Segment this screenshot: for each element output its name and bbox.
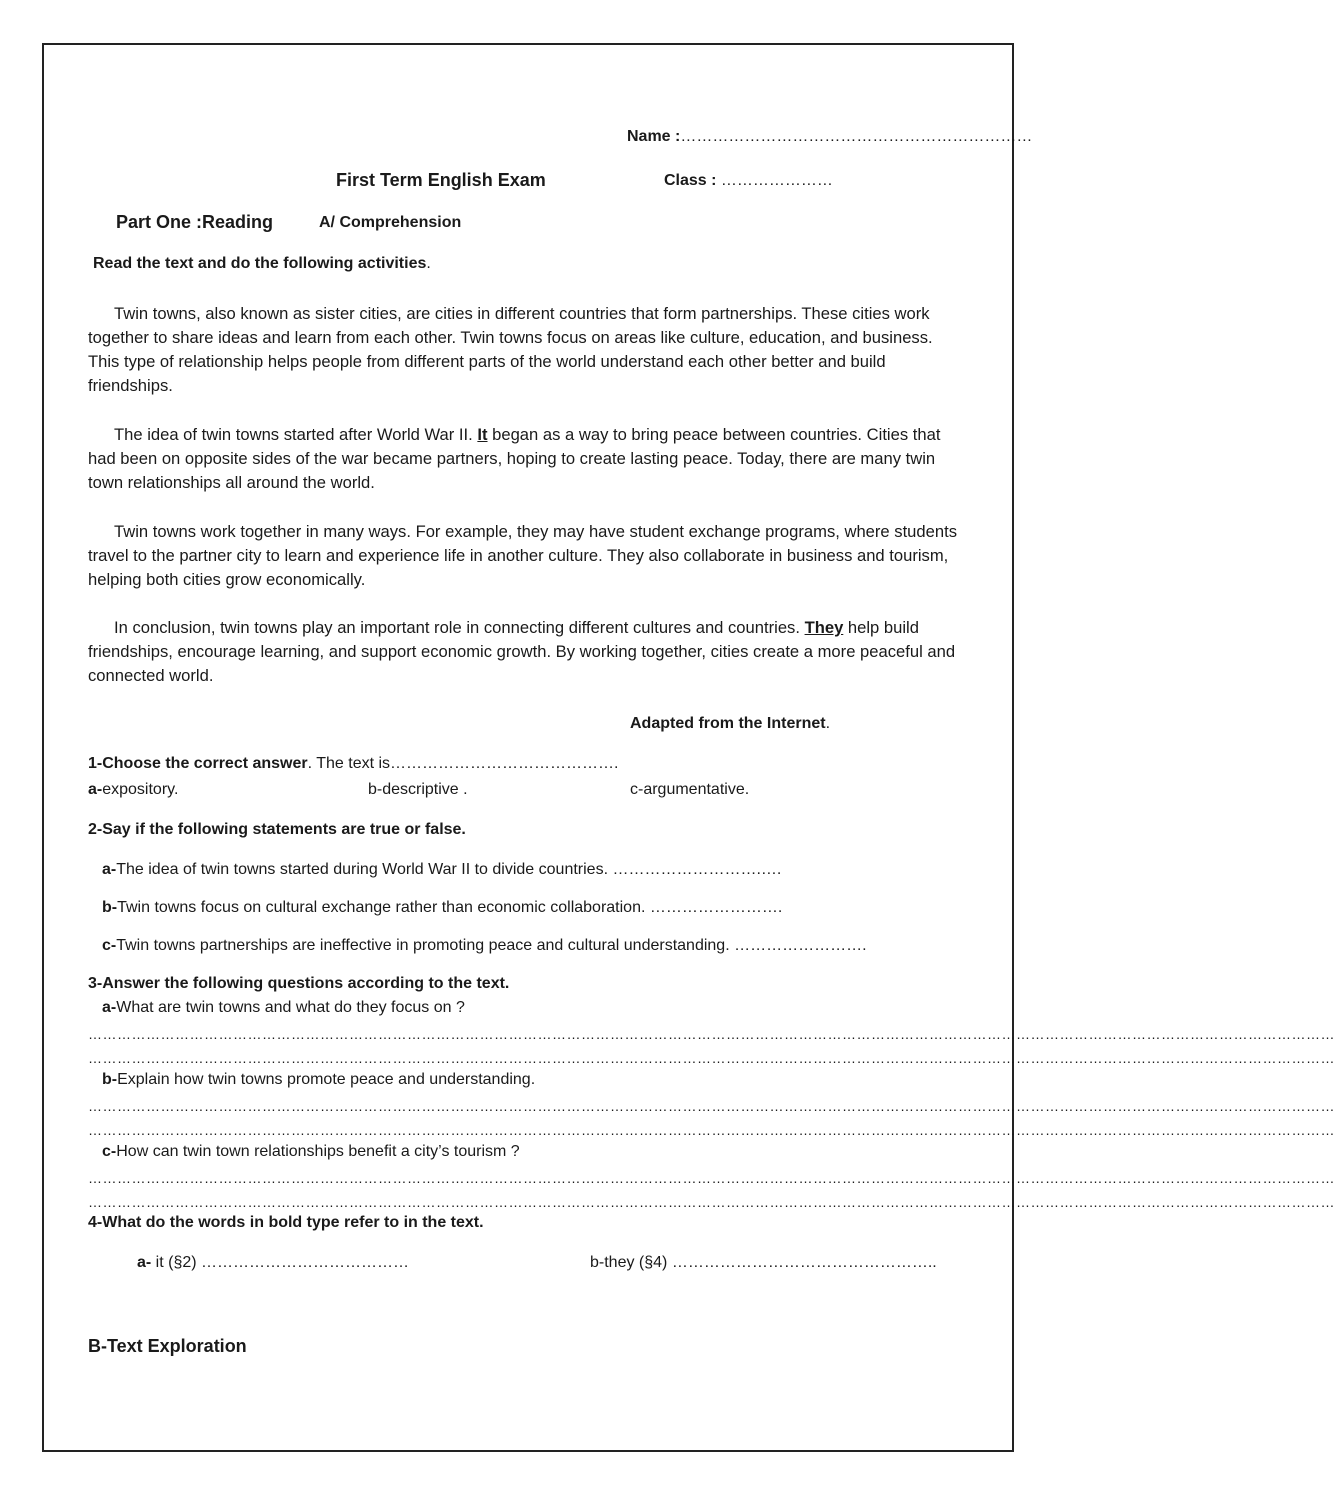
q1-title: 1-Choose the correct answer (88, 755, 308, 772)
q4-item-a-text: it (§2) ………………………………… (151, 1254, 410, 1271)
q2-item-c (102, 937, 867, 955)
q3-item-b-letter: b- (102, 1071, 118, 1088)
q3-item-c-text: How can twin town relationships benefit a city’s tourism ? (116, 1143, 520, 1160)
class-blank[interactable]: ………………… (720, 172, 833, 189)
name-line (627, 128, 1032, 146)
source-period: . (825, 715, 831, 732)
q3-item-c-letter: c- (102, 1143, 117, 1160)
q3-item-b (102, 1071, 535, 1089)
q1-option-a[interactable] (88, 781, 178, 799)
part-label: Part One :Reading (116, 212, 274, 232)
q2-item-c-blank[interactable]: ……………………. (729, 937, 867, 954)
paragraph-1: Twin towns, also known as sister cities, are cities in different countries that form partnerships. These cities work together to share ideas and learn from each other. Twin towns focus on areas like culture, education, and business. This type of relationship helps people from different parts of the world understand each other better and build friendships. (88, 304, 933, 395)
q2-item-b-letter: b- (102, 899, 118, 916)
instruction-text: Read the text and do the following activities (93, 255, 427, 272)
q3-item-a-letter: a- (102, 999, 117, 1016)
section-label: A/ Comprehension (319, 214, 462, 231)
answer-line[interactable]: …………………………………………………………………………………………………………………………………………………………………………………………………………………………………… (88, 1026, 1335, 1042)
instruction (93, 255, 431, 273)
part-b-heading: B-Text Exploration (88, 1336, 247, 1356)
q2-item-a-letter: a- (102, 861, 117, 878)
q2-item-a-blank[interactable]: ……………………….…. (608, 861, 782, 878)
q4-item-b[interactable]: b-they (§4) ………………………………………….. (590, 1254, 937, 1271)
answer-line[interactable]: …………………………………………………………………………………………………………………………………………………………………………………………………………………………………… (88, 1098, 1335, 1114)
q4-item-a-letter: a- (137, 1254, 152, 1271)
paragraph-2-start: The idea of twin towns started after World War II. (114, 425, 478, 444)
q2-title: 2-Say if the following statements are true or false. (88, 821, 466, 838)
class-line (664, 172, 833, 190)
bold-word-they: They (804, 618, 844, 637)
q2-item-b-text: Twin towns focus on cultural exchange rather than economic collaboration. (117, 899, 646, 916)
name-blank[interactable]: ………………………………………………………… (680, 128, 1033, 145)
q3-item-c (102, 1143, 520, 1161)
paragraph-2-end: began as a way to bring peace between countries. Cities that had been on opposite sides of the war became partners, hoping to create lasting peace. Today, there are many twin town relationships all around the world. (88, 425, 941, 492)
answer-line[interactable]: …………………………………………………………………………………………………………………………………………………………………………………………………………………………………… (88, 1170, 1335, 1186)
q1-option-c[interactable]: c-argumentative. (630, 781, 750, 798)
q3-item-a-text: What are twin towns and what do they focus on ? (116, 999, 465, 1016)
answer-line[interactable]: …………………………………………………………………………………………………………………………………………………………………………………………………………………………………… (88, 1122, 1335, 1138)
q2-item-b-blank[interactable]: ……………………. (645, 899, 783, 916)
paragraph-2 (88, 423, 968, 495)
exam-title: First Term English Exam (336, 170, 546, 190)
source-note (630, 715, 830, 733)
q3-item-b-text: Explain how twin towns promote peace and understanding. (117, 1071, 536, 1088)
class-label: Class : (664, 172, 717, 189)
q2-item-a-text: The idea of twin towns started during World War II to divide countries. (116, 861, 609, 878)
source-text: Adapted from the Internet (630, 715, 826, 732)
paragraph-4-end: help build friendships, encourage learning, and support economic growth. By working together, cities create a more peaceful and connected world. (88, 618, 956, 685)
q1-prompt: . The text is……………………………………. (307, 755, 619, 772)
answer-line[interactable]: …………………………………………………………………………………………………………………………………………………………………………………………………………………………………… (88, 1194, 1335, 1210)
paragraph-4-start: In conclusion, twin towns play an important role in connecting different cultures and countries. (114, 618, 805, 637)
q1-option-a-text: expository. (102, 781, 179, 798)
q2-item-b (102, 899, 782, 917)
q4-item-a[interactable] (137, 1254, 409, 1272)
paragraph-4 (88, 616, 968, 688)
answer-line[interactable]: …………………………………………………………………………………………………………………………………………………………………………………………………………………………………… (88, 1050, 1335, 1066)
q2-item-c-letter: c- (102, 937, 117, 954)
q3-item-a (102, 999, 465, 1017)
q1-option-b[interactable]: b-descriptive . (368, 781, 468, 798)
q1-heading (88, 755, 618, 773)
bold-word-it: It (477, 425, 488, 444)
paragraph-3: Twin towns work together in many ways. For example, they may have student exchange programs, where students travel to the partner city to learn and experience life in another culture. They also collaborate in business and tourism, helping both cities grow economically. (88, 522, 957, 589)
instruction-period: . (426, 255, 431, 272)
q1-option-a-letter: a- (88, 781, 103, 798)
q2-item-a (102, 861, 781, 879)
q4-title: 4-What do the words in bold type refer to in the text. (88, 1214, 484, 1231)
q3-title: 3-Answer the following questions according to the text. (88, 975, 510, 992)
name-label: Name : (627, 128, 681, 145)
q2-item-c-text: Twin towns partnerships are ineffective in promoting peace and cultural understanding. (116, 937, 730, 954)
